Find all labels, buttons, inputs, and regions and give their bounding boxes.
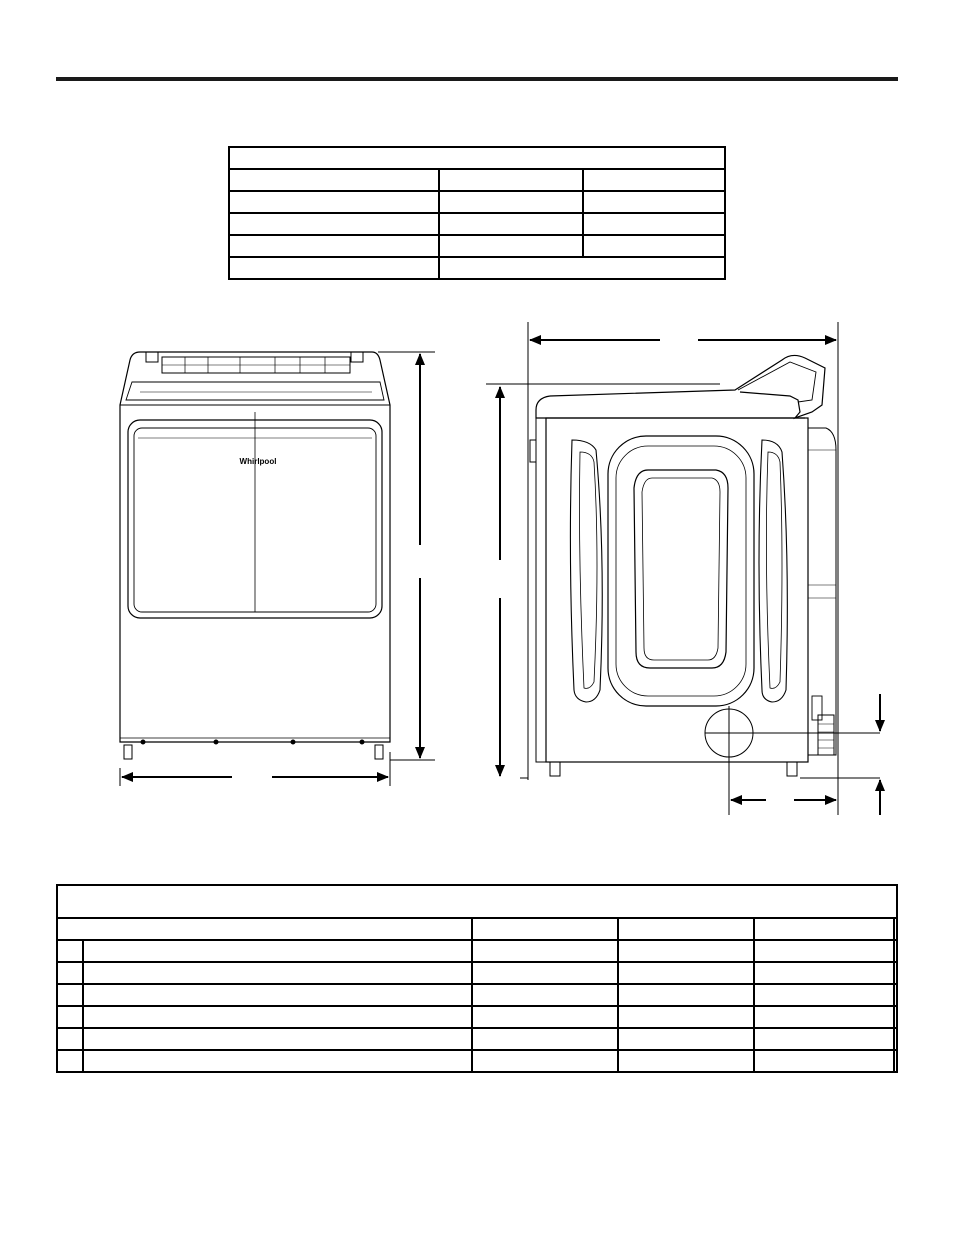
table-cell [472, 1006, 618, 1028]
table-cell [754, 962, 894, 984]
row-id [57, 962, 83, 984]
table-cell [472, 1028, 618, 1050]
table-cell [618, 962, 754, 984]
table-cell [894, 984, 897, 1006]
table-cell [894, 940, 897, 962]
table-row [57, 1028, 897, 1050]
brand-logo: Whirlpool [239, 457, 277, 466]
table-cell [754, 1028, 894, 1050]
table-row [57, 1006, 897, 1028]
specs-table [56, 884, 898, 1073]
table-row [57, 984, 897, 1006]
table-cell [754, 984, 894, 1006]
table-cell [894, 1050, 897, 1072]
row-id [57, 1006, 83, 1028]
table-cell [83, 962, 472, 984]
table-row [57, 1050, 897, 1072]
table-row [57, 962, 897, 984]
table-row [57, 940, 897, 962]
table-cell [894, 962, 897, 984]
specs-header-cell [57, 918, 472, 940]
table-cell [472, 962, 618, 984]
front-view [120, 352, 390, 786]
row-id [57, 1050, 83, 1072]
table-cell [618, 940, 754, 962]
specs-header-cell [472, 918, 618, 940]
table-cell [754, 1050, 894, 1072]
table-cell [618, 1006, 754, 1028]
side-dimensions [486, 340, 880, 815]
front-dimensions [122, 352, 435, 777]
table-cell [83, 940, 472, 962]
specs-header-cell [754, 918, 894, 940]
table-cell [618, 1050, 754, 1072]
table-cell [472, 940, 618, 962]
table-cell [754, 1006, 894, 1028]
table-cell [83, 984, 472, 1006]
side-view [520, 322, 880, 815]
table-cell [618, 1028, 754, 1050]
table-cell [83, 1006, 472, 1028]
row-id [57, 1028, 83, 1050]
table-cell [472, 984, 618, 1006]
table-cell [894, 1006, 897, 1028]
table-cell [754, 940, 894, 962]
table-cell [83, 1050, 472, 1072]
table-cell [83, 1028, 472, 1050]
table-cell [618, 984, 754, 1006]
specs-header-cell [894, 918, 897, 940]
specs-header-cell [618, 918, 754, 940]
row-id [57, 940, 83, 962]
row-id [57, 984, 83, 1006]
specs-table-caption [57, 885, 897, 918]
table-cell [472, 1050, 618, 1072]
table-cell [894, 1028, 897, 1050]
